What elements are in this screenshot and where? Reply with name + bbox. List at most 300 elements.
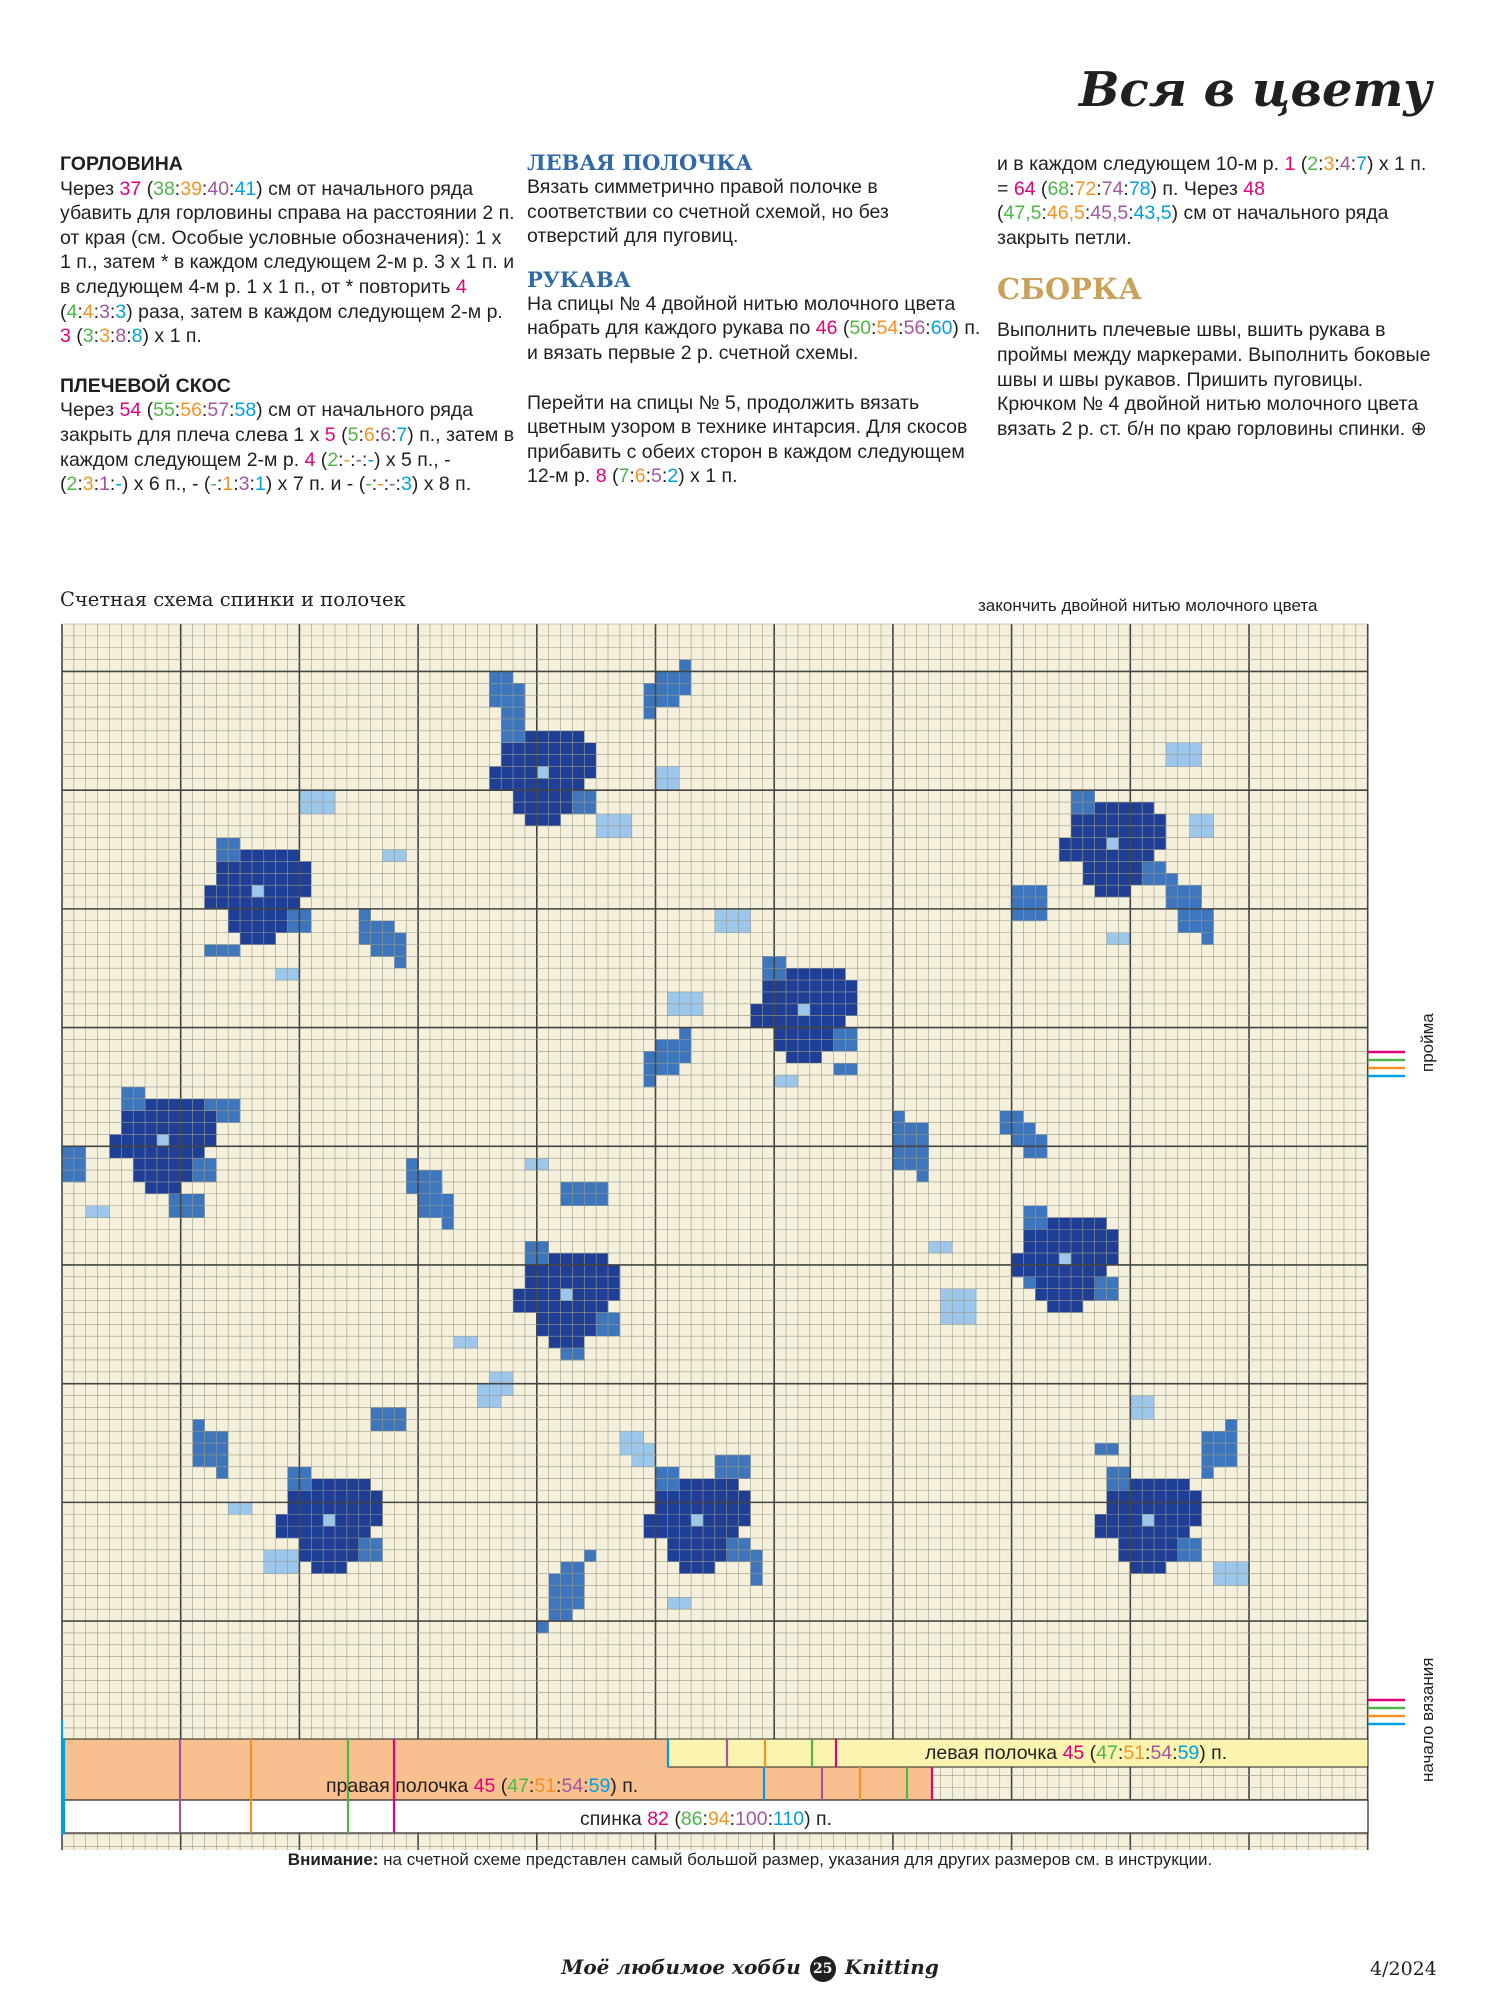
chart-cell: [537, 1289, 549, 1301]
chart-cell: [1142, 802, 1154, 814]
chart-cell: [667, 992, 679, 1004]
chart-cell: [1225, 1431, 1237, 1443]
chart-cell: [798, 1051, 810, 1063]
chart-cell: [204, 1443, 216, 1455]
chart-cell: [1012, 1265, 1024, 1277]
chart-cell: [252, 897, 264, 909]
chart-cell: [1047, 1218, 1059, 1230]
chart-cell: [1059, 1301, 1071, 1313]
chart-cell: [656, 1514, 668, 1526]
chart-cell: [1202, 1443, 1214, 1455]
chart-cell: [382, 944, 394, 956]
chart-cell: [216, 944, 228, 956]
chart-cell: [1178, 1514, 1190, 1526]
chart-cell: [810, 1028, 822, 1040]
chart-cell: [133, 1099, 145, 1111]
chart-cell: [1107, 1253, 1119, 1265]
chart-cell: [727, 921, 739, 933]
chart-cell: [276, 1526, 288, 1538]
chart-cell: [335, 1479, 347, 1491]
chart-cell: [193, 1123, 205, 1135]
chart-cell: [323, 1502, 335, 1514]
chart-cell: [561, 1265, 573, 1277]
chart-cell: [382, 921, 394, 933]
chart-cell: [216, 1431, 228, 1443]
chart-cell: [845, 1039, 857, 1051]
chart-cell: [549, 1301, 561, 1313]
chart-cell: [371, 933, 383, 945]
chart-cell: [240, 933, 252, 945]
chart-cell: [596, 814, 608, 826]
chart-cell: [561, 766, 573, 778]
chart-cell: [394, 1419, 406, 1431]
chart-cell: [181, 1206, 193, 1218]
chart-cell: [1213, 1574, 1225, 1586]
chart-cell: [549, 790, 561, 802]
chart-cell: [1142, 838, 1154, 850]
chart-cell: [667, 1051, 679, 1063]
chart-cell: [644, 1075, 656, 1087]
chart-cell: [703, 1550, 715, 1562]
chart-cell: [679, 992, 691, 1004]
chart-cell: [418, 1194, 430, 1206]
chart-cell: [1118, 933, 1130, 945]
chart-cell: [86, 1206, 98, 1218]
chart-cell: [739, 1502, 751, 1514]
chart-cell: [584, 802, 596, 814]
chart-cell: [1142, 1407, 1154, 1419]
chart-cell: [549, 731, 561, 743]
chart-cell: [1154, 814, 1166, 826]
chart-cell: [525, 802, 537, 814]
chart-cell: [1012, 909, 1024, 921]
chart-cell: [572, 1312, 584, 1324]
chart-cell: [489, 1396, 501, 1408]
chart-cell: [1095, 814, 1107, 826]
left-front-label: левая полочка 45 (47:51:54:59) п.: [925, 1742, 1228, 1764]
chart-cell: [1000, 1123, 1012, 1135]
chart-cell: [549, 1253, 561, 1265]
chart-cell: [394, 944, 406, 956]
chart-cell: [1225, 1574, 1237, 1586]
chart-cell: [1023, 1146, 1035, 1158]
chart-cell: [572, 755, 584, 767]
chart-cell: [679, 1550, 691, 1562]
chart-cell: [501, 707, 513, 719]
chart-cell: [572, 1574, 584, 1586]
chart-cell: [786, 980, 798, 992]
chart-cell: [798, 1039, 810, 1051]
chart-cell: [1047, 1241, 1059, 1253]
chart-cell: [1213, 1431, 1225, 1443]
chart-cell: [1107, 1241, 1119, 1253]
chart-cell: [264, 850, 276, 862]
chart-cell: [1178, 743, 1190, 755]
chart-cell: [1178, 1491, 1190, 1503]
chart-cell: [917, 1134, 929, 1146]
chart-cell: [62, 1146, 74, 1158]
chart-cell: [656, 778, 668, 790]
chart-cell: [596, 1253, 608, 1265]
chart-cell: [1107, 802, 1119, 814]
chart-cell: [893, 1146, 905, 1158]
chart-cell: [537, 766, 549, 778]
chart-cell: [501, 683, 513, 695]
chart-cell: [1190, 1491, 1202, 1503]
chart-cell: [157, 1123, 169, 1135]
chart-cell: [810, 1004, 822, 1016]
chart-cell: [311, 1514, 323, 1526]
chart-cell: [216, 1467, 228, 1479]
chart-cell: [1012, 1123, 1024, 1135]
chart-cell: [228, 838, 240, 850]
chart-cell: [596, 1182, 608, 1194]
chart-cell: [584, 1265, 596, 1277]
chart-cell: [1083, 1277, 1095, 1289]
chart-cell: [549, 1597, 561, 1609]
chart-cell: [1083, 1289, 1095, 1301]
chart-cell: [513, 766, 525, 778]
chart-cell: [1130, 1396, 1142, 1408]
chart-cell: [525, 1265, 537, 1277]
chart-cell: [1142, 873, 1154, 885]
chart-cell: [1023, 1123, 1035, 1135]
chart-cell: [1154, 873, 1166, 885]
chart-cell: [288, 1467, 300, 1479]
chart-cell: [822, 992, 834, 1004]
chart-cell: [1166, 885, 1178, 897]
chart-cell: [299, 873, 311, 885]
chart-cell: [359, 1479, 371, 1491]
chart-cell: [240, 921, 252, 933]
chart-cell: [181, 1099, 193, 1111]
chart-cell: [572, 778, 584, 790]
chart-cell: [940, 1241, 952, 1253]
chart-cell: [1107, 1467, 1119, 1479]
chart-cell: [74, 1170, 86, 1182]
chart-cell: [276, 897, 288, 909]
chart-cell: [1118, 1479, 1130, 1491]
chart-cell: [382, 1419, 394, 1431]
chart-cell: [347, 1479, 359, 1491]
chart-cell: [145, 1123, 157, 1135]
chart-cell: [691, 1562, 703, 1574]
chart-cell: [786, 968, 798, 980]
chart-cell: [1071, 802, 1083, 814]
chart-cell: [1023, 1229, 1035, 1241]
chart-cell: [157, 1099, 169, 1111]
chart-cell: [347, 1538, 359, 1550]
chart-cell: [228, 1502, 240, 1514]
chart-cell: [157, 1158, 169, 1170]
chart-cell: [288, 885, 300, 897]
chart-cell: [1154, 1550, 1166, 1562]
chart-cell: [1130, 838, 1142, 850]
chart-cell: [276, 1562, 288, 1574]
chart-cell: [632, 1431, 644, 1443]
chart-cell: [359, 909, 371, 921]
chart-cell: [1190, 897, 1202, 909]
chart-cell: [715, 1514, 727, 1526]
chart-cell: [1071, 790, 1083, 802]
chart-cell: [1059, 1253, 1071, 1265]
chart-cell: [145, 1170, 157, 1182]
chart-cell: [537, 1277, 549, 1289]
chart-cell: [169, 1099, 181, 1111]
chart-cell: [276, 909, 288, 921]
chart-cell: [893, 1123, 905, 1135]
chart-cell: [834, 980, 846, 992]
chart-cell: [204, 897, 216, 909]
chart-cell: [644, 683, 656, 695]
chart-cell: [572, 743, 584, 755]
chart-cell: [644, 1526, 656, 1538]
chart-cell: [240, 897, 252, 909]
chart-cell: [1035, 897, 1047, 909]
chart-cell: [299, 1467, 311, 1479]
chart-cell: [394, 1407, 406, 1419]
chart-cell: [632, 1443, 644, 1455]
chart-cell: [703, 1562, 715, 1574]
issue-number: 4/2024: [1370, 1958, 1437, 1980]
chart-cell: [276, 850, 288, 862]
chart-cell: [276, 921, 288, 933]
chart-cell: [1095, 1253, 1107, 1265]
chart-cell: [181, 1146, 193, 1158]
chart-cell: [786, 1028, 798, 1040]
chart-cell: [276, 968, 288, 980]
chart-cell: [288, 921, 300, 933]
chart-cell: [750, 1004, 762, 1016]
chart-cell: [1095, 1277, 1107, 1289]
chart-cell: [667, 1479, 679, 1491]
chart-cell: [596, 1277, 608, 1289]
chart-cell: [1118, 1491, 1130, 1503]
chart-cell: [822, 980, 834, 992]
chart-cell: [371, 1514, 383, 1526]
chart-cell: [193, 1206, 205, 1218]
chart-cell: [1107, 826, 1119, 838]
left-front-text: Вязать симметрично правой полочке в соответствии со счетной схемой, но без отверстий для пуговиц.: [527, 176, 889, 248]
chart-cell: [145, 1158, 157, 1170]
chart-cell: [193, 1099, 205, 1111]
chart-cell: [964, 1289, 976, 1301]
chart-cell: [822, 1028, 834, 1040]
chart-cell: [1107, 1289, 1119, 1301]
chart-cell: [181, 1170, 193, 1182]
chart-cell: [561, 743, 573, 755]
chart-cell: [715, 1491, 727, 1503]
chart-cell: [1095, 850, 1107, 862]
chart-cell: [537, 1158, 549, 1170]
chart-cell: [1035, 1289, 1047, 1301]
chart-cell: [822, 1016, 834, 1028]
chart-cell: [691, 992, 703, 1004]
chart-cell: [1130, 1502, 1142, 1514]
chart-cell: [1142, 1479, 1154, 1491]
chart-cell: [359, 1550, 371, 1562]
chart-cell: [228, 885, 240, 897]
chart-cell: [656, 1526, 668, 1538]
chart-cell: [323, 790, 335, 802]
chart-cell: [1023, 1253, 1035, 1265]
chart-cell: [371, 1491, 383, 1503]
neckline-heading: ГОРЛОВИНА: [60, 153, 183, 175]
chart-cell: [774, 980, 786, 992]
chart-cell: [715, 1502, 727, 1514]
chart-cell: [584, 1182, 596, 1194]
chart-cell: [525, 1301, 537, 1313]
chart-cell: [1107, 1479, 1119, 1491]
chart-cell: [644, 695, 656, 707]
chart-cell: [204, 944, 216, 956]
chart-cell: [584, 1301, 596, 1313]
chart-cell: [288, 1502, 300, 1514]
chart-cell: [1178, 1550, 1190, 1562]
chart-cell: [204, 1134, 216, 1146]
chart-cell: [537, 1253, 549, 1265]
chart-cell: [513, 790, 525, 802]
chart-cell: [430, 1206, 442, 1218]
chart-cell: [798, 1016, 810, 1028]
chart-cell: [1071, 814, 1083, 826]
chart-cell: [145, 1099, 157, 1111]
chart-cell: [572, 1597, 584, 1609]
chart-cell: [667, 1004, 679, 1016]
chart-cell: [834, 1039, 846, 1051]
chart-cell: [1107, 850, 1119, 862]
chart-cell: [181, 1194, 193, 1206]
chart-cell: [181, 1123, 193, 1135]
chart-cell: [667, 1597, 679, 1609]
chart-cell: [964, 1301, 976, 1313]
chart-cell: [525, 790, 537, 802]
chart-cell: [952, 1289, 964, 1301]
chart-cell: [323, 1479, 335, 1491]
chart-cell: [822, 968, 834, 980]
chart-cell: [169, 1111, 181, 1123]
chart-cell: [1154, 861, 1166, 873]
chart-cell: [822, 1004, 834, 1016]
sleeves-text: На спицы № 4 двойной нитью молочного цвета набрать для каждого рукава по 46 (50:54:56:60) п. и вязать первые 2 р. счетной схемы.: [527, 292, 981, 364]
chart-cell: [1142, 861, 1154, 873]
chart-cell: [715, 1479, 727, 1491]
chart-cell: [667, 1514, 679, 1526]
chart-cell: [501, 755, 513, 767]
chart-cell: [252, 873, 264, 885]
chart-cell: [572, 1194, 584, 1206]
chart-cell: [1190, 743, 1202, 755]
chart-cell: [311, 1502, 323, 1514]
chart-cell: [727, 1526, 739, 1538]
chart-cell: [750, 1016, 762, 1028]
chart-cell: [228, 944, 240, 956]
chart-cell: [561, 1562, 573, 1574]
chart-cell: [299, 921, 311, 933]
chart-cell: [347, 1526, 359, 1538]
chart-cell: [1178, 1479, 1190, 1491]
chart-cell: [169, 1170, 181, 1182]
chart-cell: [501, 1384, 513, 1396]
chart-cell: [1118, 1514, 1130, 1526]
chart-cell: [193, 1419, 205, 1431]
chart-cell: [1059, 1289, 1071, 1301]
chart-cell: [299, 1550, 311, 1562]
chart-cell: [656, 1467, 668, 1479]
chart-cell: [430, 1182, 442, 1194]
chart-cell: [347, 1502, 359, 1514]
chart-cell: [1166, 897, 1178, 909]
chart-cell: [394, 956, 406, 968]
chart-cell: [691, 1538, 703, 1550]
chart-cell: [204, 885, 216, 897]
chart-cell: [240, 861, 252, 873]
footer-knitting: Knitting: [844, 1955, 939, 1979]
chart-cell: [1047, 1289, 1059, 1301]
chart-cell: [561, 1348, 573, 1360]
chart-cell: [157, 1182, 169, 1194]
sleeves-continued-text: и в каждом следующем 10-м р. 1 (2:3:4:7) х 1 п. = 64 (68:72:74:78) п. Через 48 (47,5:46,5:45,5:43,5) см от начального ряда закрыть петли.: [997, 153, 1427, 249]
chart-cell: [656, 1051, 668, 1063]
chart-cell: [288, 1491, 300, 1503]
chart-cell: [1035, 1134, 1047, 1146]
chart-cell: [1154, 1479, 1166, 1491]
chart-cell: [323, 1550, 335, 1562]
chart-cell: [359, 1514, 371, 1526]
chart-cell: [371, 944, 383, 956]
chart-cell: [371, 1502, 383, 1514]
chart-cell: [311, 1491, 323, 1503]
chart-cell: [537, 1301, 549, 1313]
chart-cell: [1107, 873, 1119, 885]
chart-cell: [644, 1051, 656, 1063]
chart-cell: [145, 1111, 157, 1123]
chart-cell: [1107, 885, 1119, 897]
chart-cell: [501, 766, 513, 778]
chart-cell: [572, 1336, 584, 1348]
chart-cell: [1237, 1574, 1249, 1586]
chart-cell: [1142, 1550, 1154, 1562]
chart-cell: [1178, 885, 1190, 897]
chart-cell: [549, 1336, 561, 1348]
chart-cell: [905, 1123, 917, 1135]
chart-cell: [1130, 1514, 1142, 1526]
chart-cell: [252, 909, 264, 921]
chart-cell: [299, 1491, 311, 1503]
chart-cell: [905, 1158, 917, 1170]
armhole-label: пройма: [1418, 1013, 1437, 1072]
chart-cell: [169, 1123, 181, 1135]
chart-cell: [1035, 1241, 1047, 1253]
chart-cell: [1107, 1502, 1119, 1514]
chart-cell: [1118, 838, 1130, 850]
chart-cell: [288, 1479, 300, 1491]
chart-cell: [537, 1312, 549, 1324]
chart-cell: [572, 1301, 584, 1313]
chart-cell: [1178, 1538, 1190, 1550]
chart-cell: [359, 921, 371, 933]
chart-cell: [299, 909, 311, 921]
chart-cell: [1178, 909, 1190, 921]
chart-cell: [228, 1099, 240, 1111]
chart-cell: [750, 1550, 762, 1562]
chart-cell: [442, 1206, 454, 1218]
chart-cell: [1213, 1455, 1225, 1467]
chart-cell: [739, 1455, 751, 1467]
chart-cell: [1130, 1562, 1142, 1574]
chart-cell: [608, 1265, 620, 1277]
chart-cell: [715, 1550, 727, 1562]
